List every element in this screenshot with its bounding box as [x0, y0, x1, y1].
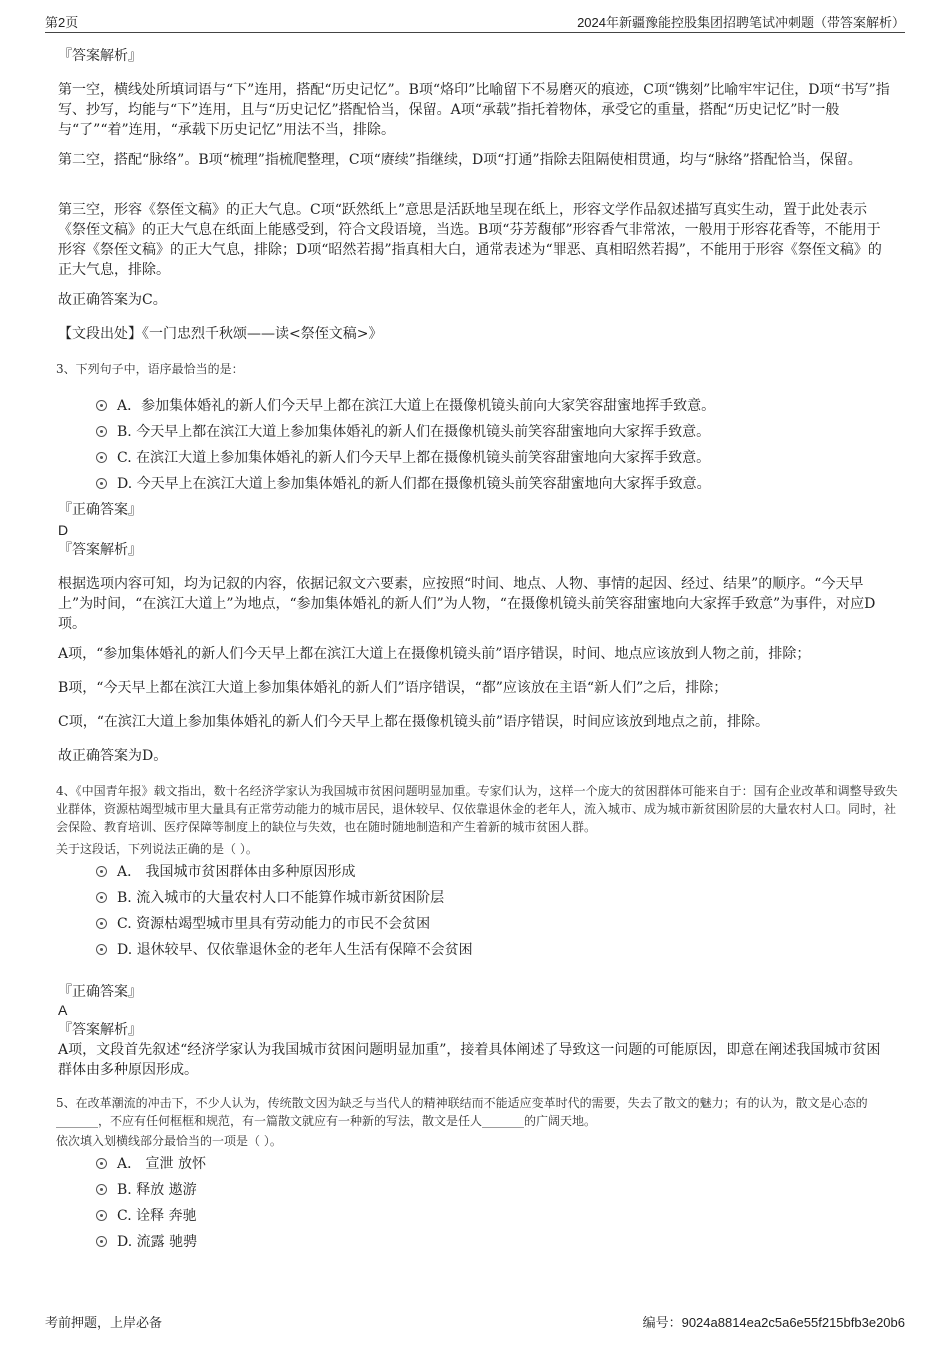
option-d[interactable] — [96, 1232, 197, 1252]
analysis-paragraph: A项，“参加集体婚礼的新人们今天早上都在滨江大道上在摄像机镜头前”语序错误，时间、地点应该放到人物之前，排除； — [58, 646, 811, 662]
option-label: C. 在滨江大道上参加集体婚礼的新人们今天早上都在摄像机镜头前笑容甜蜜地向大家挥手致意。 — [117, 450, 711, 466]
option-label: B. 释放 遨游 — [117, 1182, 197, 1198]
radio-icon[interactable] — [96, 944, 107, 955]
radio-icon[interactable] — [96, 1158, 107, 1169]
option-label: A． 我国城市贫困群体由多种原因形成 — [117, 864, 356, 880]
question-4-text: 4、《中国青年报》载文指出，数十名经济学家认为我国城市贫困问题明显加重。专家们认为，这样一个庞大的贫困群体可能来自于：国有企业改革和调整导致失业群体，资源枯竭型城市里大量具有正常劳动能力的城市居民，退休较早、仅依靠退休金的老年人，流入城市、成为城市新贫困阶层的大量农村人口。同时，社会保险、教育培训、医疗保障等制度上的缺位与失效，也在随时随地制造和产生着新的城市贫困人群。 — [56, 784, 898, 834]
option-label: B. 流入城市的大量农村人口不能算作城市新贫困阶层 — [117, 890, 445, 906]
correct-answer: A — [58, 1002, 68, 1018]
radio-icon[interactable] — [96, 1184, 107, 1195]
option-label: D. 今天早上在滨江大道上参加集体婚礼的新人们都在摄像机镜头前笑容甜蜜地向大家挥手致意。 — [117, 476, 711, 492]
analysis-paragraph: 第二空，搭配“脉络”。B项“梳理”指梳爬整理，C项“赓续”指继续，D项“打通”指除去阻隔使相贯通，均与“脉络”搭配恰当，保留。 — [58, 152, 862, 168]
page-number: 第2页 — [45, 15, 79, 30]
option-b[interactable] — [96, 422, 710, 442]
option-b[interactable] — [96, 1180, 197, 1200]
radio-icon[interactable] — [96, 400, 107, 411]
option-c[interactable] — [96, 448, 710, 468]
option-label: A． 宣泄 放怀 — [117, 1156, 207, 1172]
question-5-prompt: 依次填入划横线部分最恰当的一项是（ ）。 — [56, 1134, 282, 1148]
option-a[interactable] — [96, 1154, 206, 1174]
radio-icon[interactable] — [96, 426, 107, 437]
page-footer — [45, 1312, 905, 1332]
radio-icon[interactable] — [96, 478, 107, 489]
question-4-prompt: 关于这段话，下列说法正确的是（ ）。 — [56, 842, 258, 856]
correct-answer-label: 『正确答案』 — [58, 502, 142, 518]
option-c[interactable] — [96, 914, 430, 934]
radio-icon[interactable] — [96, 452, 107, 463]
option-label: D. 流露 驰骋 — [117, 1234, 198, 1250]
radio-icon[interactable] — [96, 1210, 107, 1221]
option-label: C. 诠释 奔驰 — [117, 1208, 197, 1224]
option-a[interactable] — [96, 396, 715, 416]
option-c[interactable] — [96, 1206, 197, 1226]
option-d[interactable] — [96, 940, 473, 960]
analysis-label: 『答案解析』 — [58, 1022, 142, 1038]
question-3-text: 3、下列句子中，语序最恰当的是： — [56, 362, 244, 376]
analysis-paragraph: 第三空，形容《祭侄文稿》的正大气息。C项“跃然纸上”意思是活跃地呈现在纸上，形容文学作品叙述描写真实生动，置于此处表示《祭侄文稿》的正大气息在纸面上能感受到，符合文段语境，当选。B项“芬芳馥郁”形容香气非常浓，一般用于形容花香等，不能用于形容《祭侄文稿》的正大气息，排除；D项“昭然若揭”指真相大白，通常表述为“罪恶、真相昭然若揭”，不能用于形容《祭侄文稿》的正大气息，排除。 — [58, 202, 882, 278]
page-header — [45, 12, 905, 33]
option-a[interactable] — [96, 862, 356, 882]
option-label: A．参加集体婚礼的新人们今天早上都在滨江大道上在摄像机镜头前向大家笑容甜蜜地挥手致意。 — [117, 398, 716, 414]
analysis-paragraph: 根据选项内容可知，均为记叙的内容，依据记叙文六要素，应按照“时间、地点、人物、事情的起因、经过、结果”的顺序。“今天早上”为时间，“在滨江大道上”为地点，“参加集体婚礼的新人们”为人物，“在摄像机镜头前笑容甜蜜地向大家挥手致意”为事件，对应D项。 — [58, 576, 876, 632]
radio-icon[interactable] — [96, 892, 107, 903]
radio-icon[interactable] — [96, 918, 107, 929]
option-label: C. 资源枯竭型城市里具有劳动能力的市民不会贫困 — [117, 916, 431, 932]
analysis-paragraph: B项，“今天早上都在滨江大道上参加集体婚礼的新人们”语序错误，“都”应该放在主语“新人们”之后，排除； — [58, 680, 728, 696]
analysis-paragraph: C项，“在滨江大道上参加集体婚礼的新人们今天早上都在摄像机镜头前”语序错误，时间应该放到地点之前，排除。 — [58, 714, 770, 730]
correct-answer: D — [58, 522, 69, 538]
footer-slogan: 考前押题，上岸必备 — [45, 1315, 163, 1330]
analysis-paragraph: 第一空，横线处所填词语与“下”连用，搭配“历史记忆”。B项“烙印”比喻留下不易磨灭的痕迹，C项“镌刻”比喻牢牢记住，D项“书写”指写、抄写，均能与“下”连用，且与“历史记忆”搭配恰当，保留。A项“承载”指托着物体，承受它的重量，搭配“历史记忆”时一般与“了”“着”连用，“承载下历史记忆”用法不当，排除。 — [58, 82, 890, 138]
document-code: 编号：9024a8814ea2c5a6e55f215bfb3e20b6 — [642, 1315, 905, 1330]
option-label: B. 今天早上都在滨江大道上参加集体婚礼的新人们在摄像机镜头前笑容甜蜜地向大家挥手致意。 — [117, 424, 711, 440]
conclusion: 故正确答案为C。 — [58, 292, 167, 308]
radio-icon[interactable] — [96, 866, 107, 877]
question-5-text: 5、在改革潮流的冲击下，不少人认为，传统散文因为缺乏与当代人的精神联结而不能适应变革时代的需要，失去了散文的魅力；有的认为，散文是心态的_______，不应有任何框框和规范，有一篇散文就应有一种新的写法，散文是任人_______的广阔天地。 — [56, 1096, 868, 1128]
analysis-label: 『答案解析』 — [58, 542, 142, 558]
option-label: D. 退休较早、仅依靠退休金的老年人生活有保障不会贫困 — [117, 942, 473, 958]
option-b[interactable] — [96, 888, 444, 908]
conclusion: 故正确答案为D。 — [58, 748, 168, 764]
correct-answer-label: 『正确答案』 — [58, 984, 142, 1000]
source-citation: 【文段出处】《一门忠烈千秋颂——读<祭侄文稿>》 — [58, 326, 383, 342]
option-d[interactable] — [96, 474, 711, 494]
analysis-paragraph: A项，文段首先叙述“经济学家认为我国城市贫困问题明显加重”，接着具体阐述了导致这一问题的可能原因，即意在阐述我国城市贫困群体由多种原因形成。 — [58, 1042, 881, 1078]
radio-icon[interactable] — [96, 1236, 107, 1247]
document-title: 2024年新疆豫能控股集团招聘笔试冲刺题（带答案解析） — [577, 15, 905, 30]
analysis-label: 『答案解析』 — [58, 48, 142, 64]
